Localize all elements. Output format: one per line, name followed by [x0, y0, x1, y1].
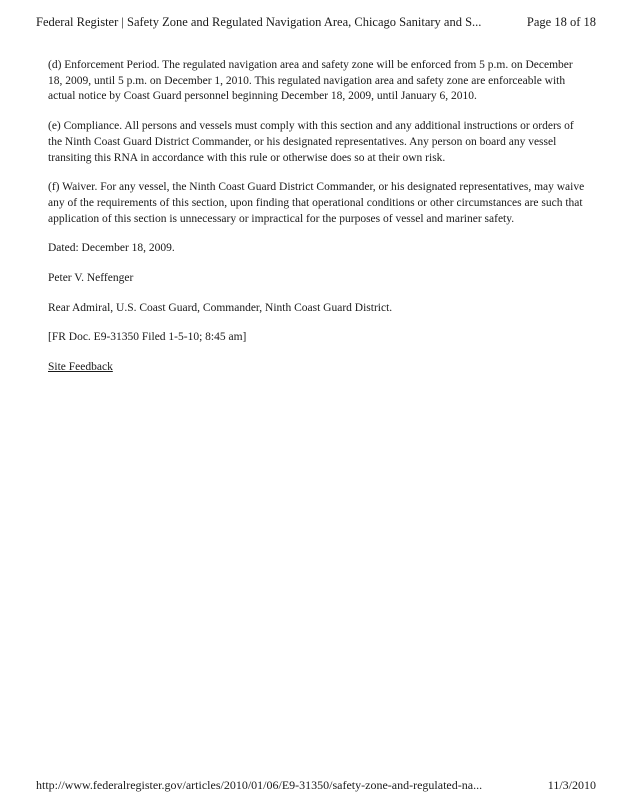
- page-footer: [36, 778, 596, 792]
- header-title: Federal Register | Safety Zone and Regulated Navigation Area, Chicago Sanitary and S...: [36, 15, 482, 29]
- page-header: [36, 14, 596, 30]
- signatory-name: Peter V. Neffenger: [48, 272, 134, 285]
- fr-doc-reference: [FR Doc. E9-31350 Filed 1-5-10; 8:45 am]: [48, 331, 247, 344]
- paragraph-waiver: (f) Waiver. For any vessel, the Ninth Coast Guard District Commander, or his designated representatives, may waive any of the requirements of this section, upon finding that operational conditions or other circumstances are such that application of this section is unnecessary or impractical for the purposes of vessel and mariner safety.: [48, 181, 585, 225]
- paragraph-enforcement-period: (d) Enforcement Period. The regulated navigation area and safety zone will be enforced from 5 p.m. on December 18, 2009, until 5 p.m. on December 1, 2010. This regulated navigation area and safety zone are enforceable with actual notice by Coast Guard personnel beginning December 18, 2009, until January 6, 2010.: [48, 59, 573, 103]
- site-feedback-link[interactable]: Site Feedback: [48, 361, 113, 374]
- footer-url: http://www.federalregister.gov/articles/2010/01/06/E9-31350/safety-zone-and-regulated-na...: [36, 778, 483, 792]
- page-number: Page 18 of 18: [526, 15, 596, 29]
- dated-line: Dated: December 18, 2009.: [48, 242, 175, 255]
- document-body: [48, 58, 586, 390]
- paragraph-compliance: (e) Compliance. All persons and vessels must comply with this section and any additional instructions or orders of the Ninth Coast Guard District Commander, or his designated representatives. Any person on board any vessel transiting this RNA in accordance with this rule or otherwise does so at their own risk.: [48, 120, 574, 164]
- footer-date: 11/3/2010: [547, 778, 596, 792]
- signatory-title: Rear Admiral, U.S. Coast Guard, Commander, Ninth Coast Guard District.: [48, 301, 393, 314]
